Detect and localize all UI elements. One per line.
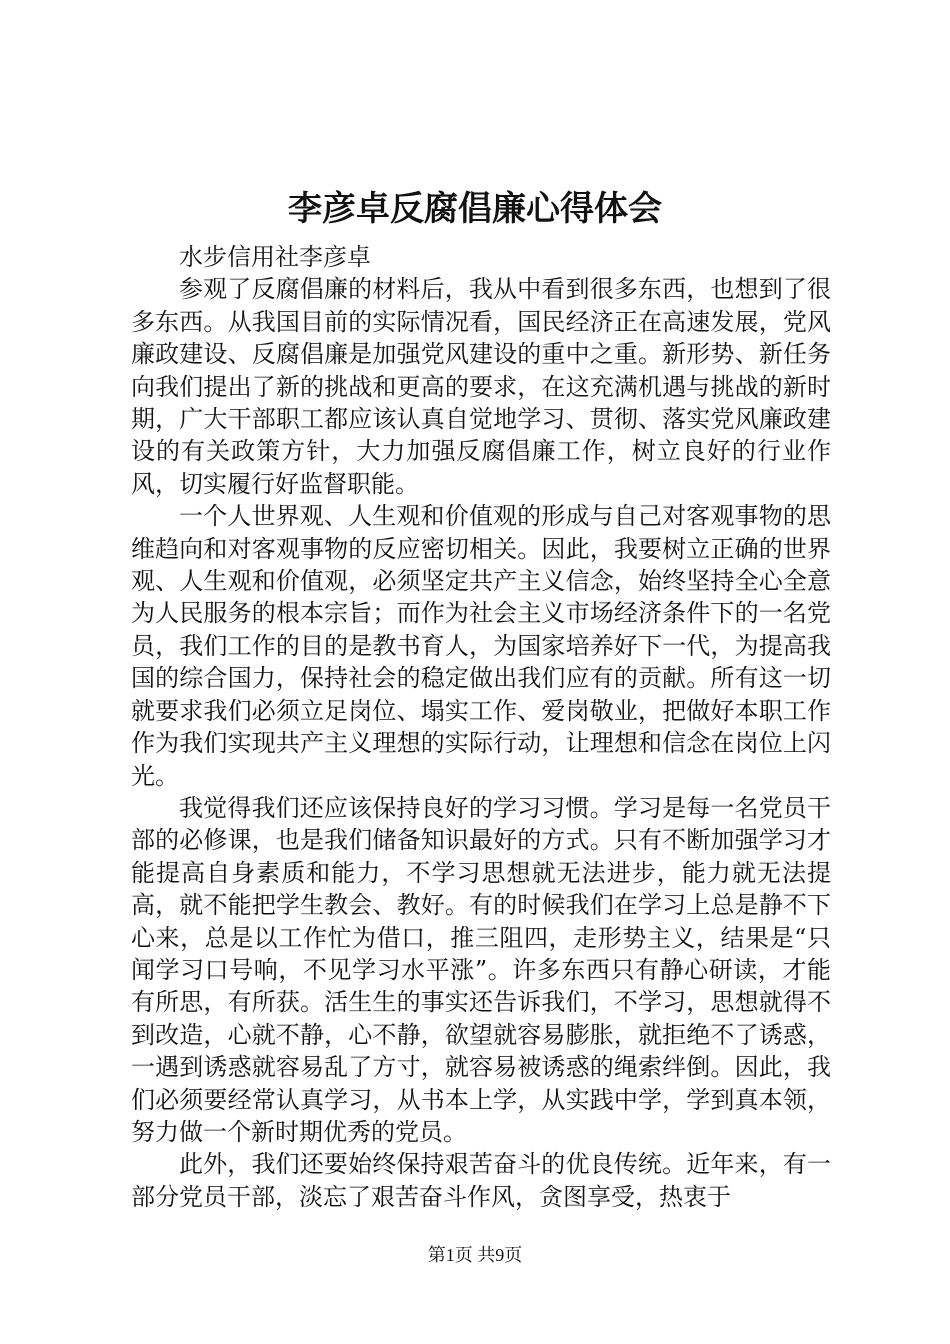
author-line: 水步信用社李彦卓 (179, 243, 371, 271)
document-body (131, 241, 831, 1213)
paragraph-3: 我觉得我们还应该保持良好的学习习惯。学习是每一名党员干部的必修课，也是我们储备知识最好的方式。只有不断加强学习才能提高自身素质和能力，不学习思想就无法进步，能力就无法提高，就不能把学生教会、教好。有的时候我们在学习上总是静不下心来，总是以工作忙为借口，推三阻四，走形势主义，结果是“只闻学习口号响，不见学习水平涨”。许多东西只有静心研读，才能有所思，有所获。活生生的事实还告诉我们，不学习，思想就得不到改造，心就不静，心不静，欲望就容易膨胀，就拒绝不了诱惑，一遇到诱惑就容易乱了方寸，就容易被诱惑的绳索绊倒。因此，我们必须要经常认真学习，从书本上学，从实践中学，学到真本领，努力做一个新时期优秀的党员。 (131, 793, 831, 1146)
document-title: 李彦卓反腐倡廉心得体会 (288, 189, 662, 229)
paragraph-2: 一个人世界观、人生观和价值观的形成与自己对客观事物的思维趋向和对客观事物的反应密切相关。因此，我要树立正确的世界观、人生观和价值观，必须坚定共产主义信念，始终坚持全心全意为人民服务的根本宗旨；而作为社会主义市场经济条件下的一名党员，我们工作的目的是教书育人，为国家培养好下一代，为提高我国的综合国力，保持社会的稳定做出我们应有的贡献。所有这一切就要求我们必须立足岗位、塌实工作、爱岗敬业，把做好本职工作作为我们实现共产主义理想的实际行动，让理想和信念在岗位上闪光。 (131, 502, 831, 790)
paragraph-1: 参观了反腐倡廉的材料后，我从中看到很多东西，也想到了很多东西。从我国目前的实际情况看，国民经济正在高速发展，党风廉政建设、反腐倡廉是加强党风建设的重中之重。新形势、新任务向我们提出了新的挑战和更高的要求，在这充满机遇与挑战的新时期，广大干部职工都应该认真自觉地学习、贯彻、落实党风廉政建设的有关政策方针，大力加强反腐倡廉工作，树立良好的行业作风，切实履行好监督职能。 (131, 275, 831, 498)
page-footer: 第1页 共9页 (427, 1245, 523, 1265)
paragraph-4: 此外，我们还要始终保持艰苦奋斗的优良传统。近年来，有一部分党员干部，淡忘了艰苦奋斗作风，贪图享受，热衷于 (131, 1150, 831, 1211)
